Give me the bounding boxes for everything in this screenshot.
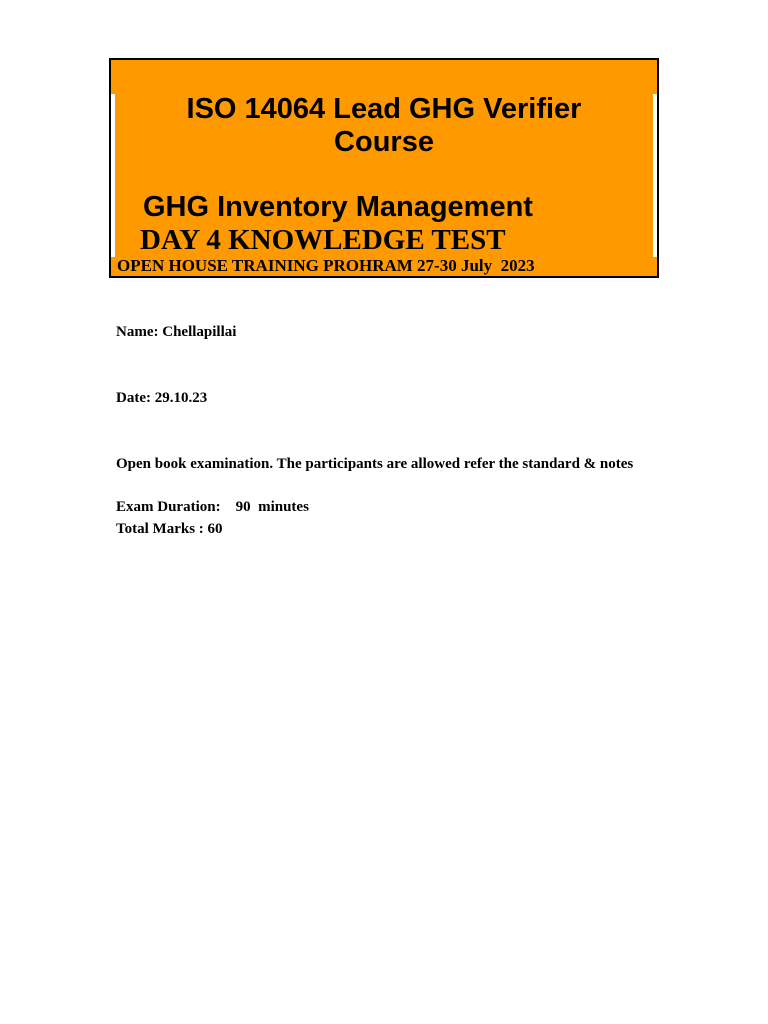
title-banner [109, 58, 659, 278]
exam-duration: Exam Duration: 90 minutes [116, 499, 309, 515]
module-title: GHG Inventory Management [143, 191, 533, 223]
program-line: OPEN HOUSE TRAINING PROHRAM 27-30 July 2023 [117, 256, 535, 275]
exam-date: Date: 29.10.23 [116, 390, 208, 406]
total-marks: Total Marks : 60 [116, 521, 223, 537]
participant-name: Name: Chellapillai [116, 324, 237, 340]
exam-instructions: Open book examination. The participants are allowed refer the standard & notes [116, 456, 634, 472]
course-title: ISO 14064 Lead GHG Verifier Course [186, 93, 582, 158]
banner-edge-right [653, 94, 657, 257]
banner-edge-left [111, 94, 115, 257]
test-title: DAY 4 KNOWLEDGE TEST [140, 224, 506, 256]
